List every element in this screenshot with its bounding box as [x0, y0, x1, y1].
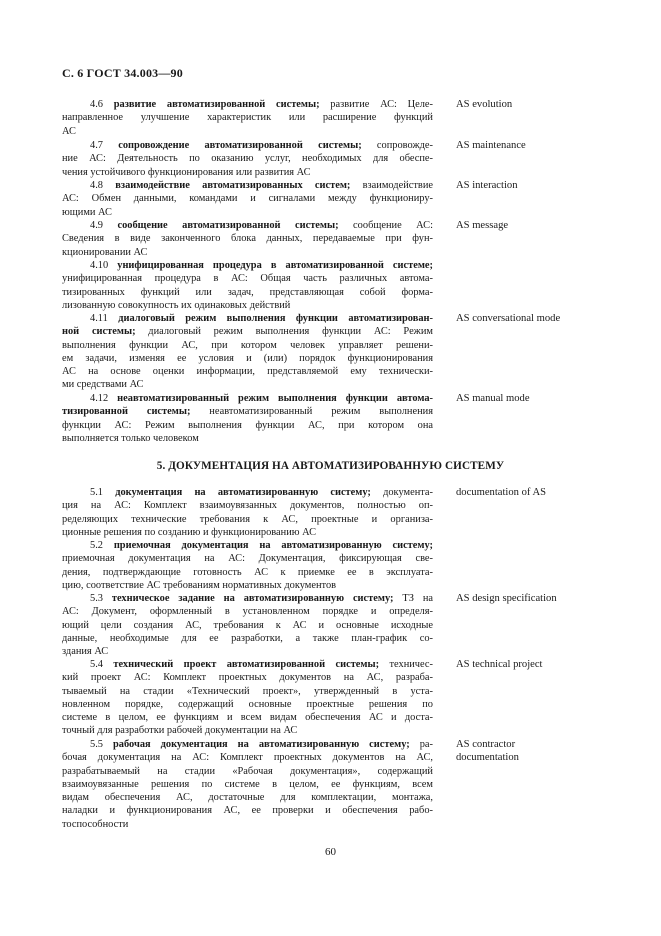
definition-line: лизованную совокупность их одинаковых действий — [62, 299, 291, 311]
term: документация на автоматизированную систему; — [115, 487, 371, 498]
definition-line: разрабатываемый на стадии «Рабочая документация», содержащий — [62, 765, 433, 777]
definition-line: чения устойчивого функционирования или развития АС — [62, 166, 311, 178]
entry-number: 4.9 — [90, 220, 103, 231]
definition-line: тизированных функций или задач, представляющая собой форма- — [62, 286, 433, 298]
entry-number: 5.4 — [90, 659, 103, 670]
entry-number: 4.8 — [90, 180, 103, 191]
term: приемочная документация на автоматизированную систему; — [113, 540, 433, 551]
term-continuation: ной системы; — [62, 326, 136, 338]
definition-line: дения, подтверждающие готовность АС к приемке ее в эксплуата- — [62, 566, 433, 578]
entry-number: 4.7 — [90, 140, 103, 151]
term: техническое задание на автоматизированную систему; — [111, 593, 394, 604]
definition-line: направленное улучшение характеристик или расширение функций — [62, 112, 433, 124]
entry-number: 4.10 — [90, 260, 109, 271]
definition-line: видам обеспечения АС, достаточные для комплектации, монтажа, — [62, 792, 433, 804]
definition-line: унифицированная процедура в АС: Общая часть различных автома- — [62, 273, 433, 285]
definition-line: ми средствами АС — [62, 379, 144, 391]
definition-line: кционировании АС — [62, 246, 148, 258]
english-term: AS conversational mode — [456, 313, 561, 324]
definition-line: ределяющих технические требования к АС, проектные и организа- — [62, 513, 433, 525]
definition-start: сопровожде- — [361, 140, 433, 151]
definition-line: тоспособности — [62, 818, 129, 830]
definition-line: АС: Документ, оформленный в установленном порядке и определя- — [62, 606, 433, 618]
english-term: AS message — [456, 220, 509, 231]
term: диалоговый режим выполнения функции автоматизирован- — [118, 313, 433, 324]
definition-line: АС — [62, 125, 76, 137]
definition-line: выполнения функции АС, при котором человек управляет решени- — [62, 339, 433, 351]
term: сопровождение автоматизированной системы; — [118, 140, 362, 151]
definition-line: наладки и функционирования АС, ее проверки и обеспечения рабо- — [62, 805, 433, 817]
definition-line: ция на АС: Комплект взаимоувязанных документов, полностью оп- — [62, 500, 433, 512]
english-term: AS technical project — [456, 659, 543, 670]
english-term: documentation of AS — [456, 487, 547, 498]
term: взаимодействие автоматизированных систем; — [115, 180, 351, 191]
definition-line: приемочная документация на АС: Документация, фиксирующая све- — [62, 553, 433, 565]
term: развитие автоматизированной системы; — [113, 99, 320, 110]
definition-line: системе в целом, ее функциям и всем видам обеспечения АС и доста- — [62, 712, 433, 724]
page-number: 60 — [325, 846, 336, 858]
term: унифицированная процедура в автоматизированной системе; — [117, 260, 433, 271]
term: сообщение автоматизированной системы; — [117, 220, 339, 231]
definition-line: бочая документация на АС: Комплект проектных документов на АС, — [62, 752, 433, 764]
definition-line: здания АС — [62, 646, 109, 658]
entry-number: 4.12 — [90, 393, 109, 404]
definition-start: документа- — [370, 487, 433, 498]
definition-line: ционные решения по созданию и функционированию АС — [62, 526, 317, 538]
definition-line: функции АС: Режим выполнения функции АС, при котором она — [62, 419, 433, 431]
definition-line: кий проект АС: Комплект проектных документов на АС, разраба- — [62, 672, 433, 684]
definition-line: взаимоувязанные решения по системе в целом, ее функциям, всем — [62, 778, 433, 790]
definition-start: неавтоматизированный режим выполнения — [190, 406, 433, 418]
definition-start: ра- — [409, 739, 433, 750]
english-term: AS contractor documentation — [456, 739, 519, 764]
english-term: AS evolution — [456, 99, 513, 110]
section-title: 5. ДОКУМЕНТАЦИЯ НА АВТОМАТИЗИРОВАННУЮ СИСТЕМУ — [156, 460, 505, 472]
definition-line: тываемый на стадии «Технический проект», утвержденный в уста- — [62, 685, 433, 697]
definition-start: развитие АС: Целе- — [319, 99, 433, 110]
entry-number: 5.5 — [90, 739, 103, 750]
definition-line: ющий цели создания АС, требования к АС и основные исходные — [62, 619, 433, 631]
definition-start: сообщение АС: — [338, 220, 433, 231]
term: рабочая документация на автоматизированную систему; — [113, 739, 410, 750]
definition-line: данные, необходимые для ее разработки, а также план-график со- — [62, 632, 433, 644]
term-continuation: тизированной системы; — [62, 406, 191, 418]
definition-start: ТЗ на — [393, 593, 433, 604]
entry-number: 5.1 — [90, 487, 103, 498]
definition-line: Сведения в виде законченного блока данных, передаваемые при фун- — [62, 233, 433, 245]
entry-number: 4.11 — [90, 313, 108, 324]
definition-start: взаимодействие — [350, 180, 433, 191]
definition-line: цию, соответствие АС требованиям нормативных документов — [62, 579, 337, 591]
english-term: AS manual mode — [456, 393, 530, 404]
entry-number: 5.3 — [90, 593, 103, 604]
english-term: AS interaction — [456, 180, 518, 191]
entry-number: 4.6 — [90, 99, 103, 110]
english-term: AS design specification — [456, 593, 557, 604]
definition-start: техничес- — [379, 659, 433, 670]
definition-start: диалоговый режим выполнения функции АС: Режим — [135, 326, 433, 338]
definition-line: АС: Обмен данными, командами и сигналами между функциониру- — [62, 193, 433, 205]
definition-line: точный для разработки рабочей документации на АС — [62, 725, 298, 737]
term: технический проект автоматизированной системы; — [113, 659, 380, 670]
definition-line: ющими АС — [62, 206, 112, 218]
term: неавтоматизированный режим выполнения функции автома- — [117, 393, 433, 404]
english-term: AS maintenance — [456, 140, 526, 151]
definition-line: ние АС: Деятельность по оказанию услуг, необходимых для обеспе- — [62, 153, 433, 165]
page-header: С. 6 ГОСТ 34.003—90 — [62, 66, 183, 80]
definition-line: новленном порядке, содержащий основные проектные решения по — [62, 698, 433, 710]
definition-line: АС на основе оценки информации, представляемой ему технически- — [62, 366, 433, 378]
entry-number: 5.2 — [90, 540, 103, 551]
definition-line: выполняется только человеком — [62, 432, 199, 444]
definition-line: ем задачи, изменяя ее условия и (или) порядок функционирования — [62, 352, 433, 364]
